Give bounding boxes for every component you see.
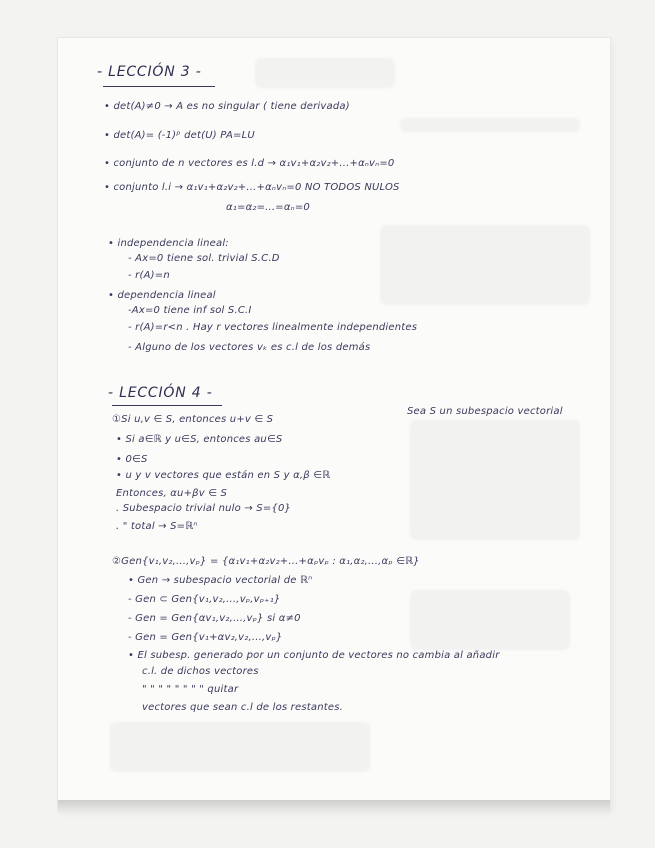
bleed-through-block [410,590,570,650]
lesson4-line-9: • Gen → subespacio vectorial de ℝⁿ [128,575,313,586]
lesson3-heading: - LECCIÓN 3 - [97,64,202,80]
lesson3-line-3: • conjunto de n vectores es l.d → α₁v₁+α₂v₂+...+αₙvₙ=0 [104,158,395,169]
lesson4-line-14: c.l. de dichos vectores [142,666,259,677]
lesson3-line-9: • dependencia lineal [108,290,216,301]
lesson4-line-10: - Gen ⊂ Gen{v₁,v₂,...,vₚ,vₚ₊₁} [128,594,281,605]
lesson4-line-13: • El subesp. generado por un conjunto de vectores no cambia al añadir [128,650,500,661]
lesson3-line-1: • det(A)≠0 → A es no singular ( tiene derivada) [104,101,350,112]
lesson4-line-11: - Gen = Gen{αv₁,v₂,...,vₚ} si α≠0 [128,613,301,624]
lesson3-line-6: • independencia lineal: [108,238,229,249]
lesson4-line-6: . Subespacio trivial nulo → S={0} [116,503,292,514]
lesson3-line-7: - Ax=0 tiene sol. trivial S.C.D [128,253,280,264]
lesson3-line-2: • det(A)= (-1)ᵖ det(U) PA=LU [104,130,255,141]
bleed-through-block [255,58,395,88]
bleed-through-block [410,420,580,540]
lesson3-line-10: -Ax=0 tiene inf sol S.C.I [128,305,252,316]
lesson3-line-11: - r(A)=r<n . Hay r vectores linealmente independientes [128,322,418,333]
lesson3-line-4: • conjunto l.i → α₁v₁+α₂v₂+...+αₙvₙ=0 NO TODOS NULOS [104,182,400,193]
lesson4-line-12: - Gen = Gen{v₁+αv₂,v₂,...,vₚ} [128,632,283,643]
lesson4-line-1: ①Si u,v ∈ S, entonces u+v ∈ S [112,414,274,425]
lesson4-line-4: • u y v vectores que están en S y α,β ∈ℝ [116,470,331,481]
lesson4-line-8: ②Gen{v₁,v₂,...,vₚ} = {α₁v₁+α₂v₂+...+αₚvₚ : α₁,α₂,...,αₚ ∈ℝ} [112,556,420,567]
bleed-through-block [400,118,580,132]
lesson3-heading-underline [103,86,215,87]
lesson4-line-5: Entonces, αu+βv ∈ S [116,488,228,499]
lesson4-line-16: vectores que sean c.l de los restantes. [142,702,344,713]
lesson4-side-note: Sea S un subespacio vectorial [407,406,563,417]
lesson4-line-15: " " " " " " " " quitar [142,684,239,695]
lesson4-line-2: • Si a∈ℝ y u∈S, entonces au∈S [116,434,283,445]
lesson3-line-12: - Alguno de los vectores vₖ es c.l de los demás [128,342,371,353]
lesson3-line-5: α₁=α₂=...=αₙ=0 [226,202,310,213]
lesson4-heading-underline [112,405,222,406]
lesson4-line-3: • 0∈S [116,454,148,465]
lesson4-line-7: . " total → S=ℝⁿ [116,521,198,532]
page-bottom-edge [58,800,610,814]
bleed-through-block [110,722,370,772]
bleed-through-block [380,225,590,305]
lesson3-line-8: - r(A)=n [128,270,170,281]
lesson4-heading: - LECCIÓN 4 - [108,385,213,401]
